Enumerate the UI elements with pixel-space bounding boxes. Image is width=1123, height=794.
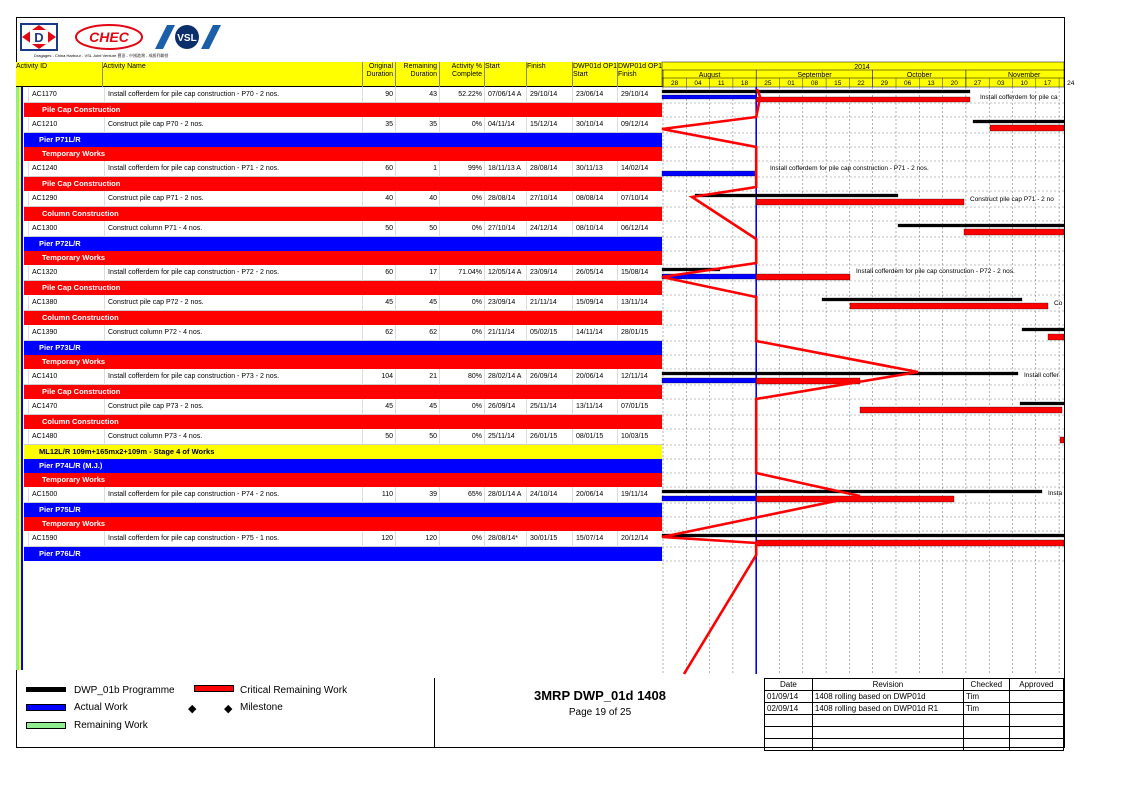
wbs-group-band[interactable]: Temporary Works bbox=[24, 473, 662, 487]
baseline-bar bbox=[822, 298, 1022, 301]
legend bbox=[16, 678, 434, 748]
original-duration: 40 bbox=[362, 191, 395, 207]
remaining-duration: 45 bbox=[395, 399, 439, 415]
page-number: Page 19 of 25 bbox=[568, 707, 632, 718]
activity-row[interactable] bbox=[24, 369, 662, 385]
month-label: October bbox=[906, 72, 932, 79]
activity-pct: 52.22% bbox=[439, 87, 484, 103]
gantt-bar-label: Construct pile cap P71 - 2 no bbox=[970, 196, 1054, 203]
rev-description: 1408 rolling based on DWP01d bbox=[812, 691, 963, 703]
start-date: 28/02/14 A bbox=[484, 369, 526, 385]
rev-description bbox=[812, 739, 963, 751]
original-duration: 35 bbox=[362, 117, 395, 133]
revision-row bbox=[765, 715, 1064, 727]
start-date: 28/08/14 bbox=[484, 191, 526, 207]
critical-bar bbox=[756, 199, 964, 205]
actual-bar bbox=[662, 496, 756, 501]
rev-header-checked: Checked bbox=[963, 679, 1009, 691]
wbs-group-band[interactable]: Temporary Works bbox=[24, 251, 662, 265]
remaining-duration: 50 bbox=[395, 429, 439, 445]
op1-start-date: 08/10/14 bbox=[572, 221, 617, 237]
remaining-duration: 40 bbox=[395, 191, 439, 207]
critical-bar bbox=[860, 407, 1062, 413]
activity-row[interactable] bbox=[24, 295, 662, 311]
op1-start-date: 13/11/14 bbox=[572, 399, 617, 415]
activity-row[interactable] bbox=[24, 399, 662, 415]
op1-start-date: 20/06/14 bbox=[572, 369, 617, 385]
gantt-bar-label: Install coffer bbox=[1024, 372, 1059, 379]
activity-name: Construct column P72 - 4 nos. bbox=[104, 325, 366, 341]
op1-start-date: 15/09/14 bbox=[572, 295, 617, 311]
op1-finish-date: 07/10/14 bbox=[617, 191, 662, 207]
critical-bar bbox=[1048, 334, 1064, 340]
finish-date: 21/11/14 bbox=[526, 295, 572, 311]
activity-row[interactable] bbox=[24, 221, 662, 237]
wbs-group-band[interactable]: Pile Cap Construction bbox=[24, 385, 662, 399]
milestone-diamond-icon: ◆ bbox=[188, 703, 197, 715]
rev-header-revision: Revision bbox=[812, 679, 963, 691]
op1-finish-date: 20/12/14 bbox=[617, 531, 662, 547]
activity-name: Construct pile cap P72 - 2 nos. bbox=[104, 295, 366, 311]
activity-row[interactable] bbox=[24, 531, 662, 547]
legend-remaining-label: Remaining Work bbox=[74, 720, 148, 731]
col-activity-id[interactable]: Activity ID bbox=[16, 63, 48, 70]
op1-start-date: 14/11/14 bbox=[572, 325, 617, 341]
activity-id: AC1210 bbox=[28, 117, 106, 133]
op1-finish-date: 19/11/14 bbox=[617, 487, 662, 503]
year-label: 2014 bbox=[854, 64, 870, 71]
activity-pct: 0% bbox=[439, 429, 484, 445]
baseline-bar bbox=[662, 90, 970, 93]
activity-name: Construct column P71 - 4 nos. bbox=[104, 221, 366, 237]
activity-id: AC1320 bbox=[28, 265, 106, 281]
op1-start-date: 26/05/14 bbox=[572, 265, 617, 281]
activity-id: AC1170 bbox=[28, 87, 106, 103]
week-label: 24 bbox=[1067, 80, 1075, 87]
activity-id: AC1240 bbox=[28, 161, 106, 177]
rev-date bbox=[765, 739, 813, 751]
baseline-bar bbox=[662, 534, 1064, 537]
activity-pct: 0% bbox=[439, 191, 484, 207]
rev-approved bbox=[1009, 715, 1063, 727]
activity-name: Install cofferdem for pile cap construction - P73 - 2 nos. bbox=[104, 369, 366, 385]
week-label: 20 bbox=[950, 80, 958, 87]
start-date: 28/08/14* bbox=[484, 531, 526, 547]
col-activity-name[interactable]: Activity Name bbox=[102, 62, 376, 87]
revision-row bbox=[765, 703, 1064, 715]
op1-start-date: 30/10/14 bbox=[572, 117, 617, 133]
remaining-duration: 35 bbox=[395, 117, 439, 133]
pier-group-band[interactable]: Pier P75L/R bbox=[24, 503, 662, 517]
col-activity-pct[interactable]: Activity % Complete bbox=[439, 62, 484, 87]
actual-bar bbox=[662, 95, 756, 99]
original-duration: 50 bbox=[362, 221, 395, 237]
activity-pct: 99% bbox=[439, 161, 484, 177]
op1-start-date: 30/11/13 bbox=[572, 161, 617, 177]
activity-pct: 0% bbox=[439, 531, 484, 547]
activity-pct: 0% bbox=[439, 399, 484, 415]
col-finish[interactable]: Finish bbox=[526, 62, 572, 87]
wbs-group-band[interactable]: Pile Cap Construction bbox=[24, 103, 662, 117]
original-duration: 104 bbox=[362, 369, 395, 385]
wbs-group-band[interactable]: Pile Cap Construction bbox=[24, 281, 662, 295]
rev-approved bbox=[1009, 739, 1063, 751]
week-label: 22 bbox=[857, 80, 865, 87]
col-op1-finish[interactable]: DWP01d OP1 Finish bbox=[617, 62, 663, 87]
finish-date: 23/09/14 bbox=[526, 265, 572, 281]
remaining-duration: 43 bbox=[395, 87, 439, 103]
actual-bar bbox=[662, 171, 756, 176]
critical-bar bbox=[964, 229, 1064, 235]
activity-row[interactable] bbox=[24, 325, 662, 341]
remaining-duration: 17 bbox=[395, 265, 439, 281]
wbs-group-band[interactable]: Temporary Works bbox=[24, 147, 662, 161]
start-date: 12/05/14 A bbox=[484, 265, 526, 281]
rev-checked: Tim bbox=[963, 703, 1009, 715]
legend-baseline-label: DWP_01b Programme bbox=[74, 685, 175, 696]
activity-id: AC1590 bbox=[28, 531, 106, 547]
activity-name: Construct pile cap P73 - 2 nos. bbox=[104, 399, 366, 415]
gantt-bar-label: Co bbox=[1054, 300, 1063, 307]
revision-row bbox=[765, 739, 1064, 751]
start-date: 28/01/14 A bbox=[484, 487, 526, 503]
op1-finish-date: 14/02/14 bbox=[617, 161, 662, 177]
pier-group-band[interactable]: Pier P71L/R bbox=[24, 133, 662, 147]
week-label: 11 bbox=[717, 80, 725, 87]
revision-row bbox=[765, 691, 1064, 703]
svg-text:D: D bbox=[34, 30, 44, 45]
pier-group-band[interactable]: Pier P76L/R bbox=[24, 547, 662, 561]
op1-finish-date: 07/01/15 bbox=[617, 399, 662, 415]
col-op1-start[interactable]: DWP01d OP1 Start bbox=[572, 62, 617, 87]
remaining-swatch bbox=[26, 722, 66, 729]
rev-date: 01/09/14 bbox=[765, 691, 813, 703]
wbs-group-band[interactable]: Pile Cap Construction bbox=[24, 177, 662, 191]
critical-bar bbox=[756, 274, 850, 280]
activity-name: Install cofferdem for pile cap construction - P75 - 1 nos. bbox=[104, 531, 366, 547]
gantt-bar-label: Install cofferdem for pile cap construction - P72 - 2 nos. bbox=[856, 268, 1015, 275]
original-duration: 110 bbox=[362, 487, 395, 503]
original-duration: 90 bbox=[362, 87, 395, 103]
gantt-canvas bbox=[662, 62, 1075, 674]
remaining-duration: 21 bbox=[395, 369, 439, 385]
legend-milestone-label: Milestone bbox=[240, 702, 283, 713]
activity-row[interactable] bbox=[24, 117, 662, 133]
activity-name: Construct column P73 - 4 nos. bbox=[104, 429, 366, 445]
week-label: 08 bbox=[810, 80, 819, 87]
activity-id: AC1380 bbox=[28, 295, 106, 311]
activity-name: Install cofferdem for pile cap construction - P71 - 2 nos. bbox=[104, 161, 366, 177]
original-duration: 45 bbox=[362, 295, 395, 311]
activity-row[interactable] bbox=[24, 87, 662, 103]
week-label: 06 bbox=[904, 80, 912, 87]
start-date: 23/09/14 bbox=[484, 295, 526, 311]
wbs-group-band[interactable]: Column Construction bbox=[24, 415, 662, 429]
gantt-bar-label: Insta bbox=[1048, 490, 1063, 497]
op1-finish-date: 09/12/14 bbox=[617, 117, 662, 133]
baseline-bar bbox=[695, 194, 898, 197]
op1-finish-date: 15/08/14 bbox=[617, 265, 662, 281]
wbs-group-band[interactable]: Temporary Works bbox=[24, 355, 662, 369]
col-remaining-duration[interactable]: Remaining Duration bbox=[395, 62, 439, 87]
rev-approved bbox=[1009, 691, 1063, 703]
svg-text:VSL: VSL bbox=[177, 33, 197, 44]
wbs-group-band[interactable]: Temporary Works bbox=[24, 517, 662, 531]
company-logos bbox=[18, 20, 298, 62]
activity-pct: 0% bbox=[439, 221, 484, 237]
activity-id: AC1410 bbox=[28, 369, 106, 385]
activity-pct: 0% bbox=[439, 325, 484, 341]
finish-date: 24/10/14 bbox=[526, 487, 572, 503]
op1-start-date: 08/08/14 bbox=[572, 191, 617, 207]
svg-text:CHEC: CHEC bbox=[89, 29, 129, 45]
finish-date: 26/01/15 bbox=[526, 429, 572, 445]
rev-header-approved: Approved bbox=[1009, 679, 1063, 691]
op1-finish-date: 10/03/15 bbox=[617, 429, 662, 445]
activity-pct: 80% bbox=[439, 369, 484, 385]
activity-id: AC1500 bbox=[28, 487, 106, 503]
original-duration: 60 bbox=[362, 265, 395, 281]
activity-name: Install cofferdem for pile cap construction - P74 - 2 nos. bbox=[104, 487, 366, 503]
remaining-duration: 1 bbox=[395, 161, 439, 177]
vsl-logo bbox=[153, 23, 223, 51]
rev-checked bbox=[963, 727, 1009, 739]
actual-swatch bbox=[26, 704, 66, 711]
revision-table bbox=[764, 678, 1065, 748]
month-label: November bbox=[1008, 72, 1041, 79]
week-label: 01 bbox=[787, 80, 795, 87]
rev-checked: Tim bbox=[963, 691, 1009, 703]
finish-date: 15/12/14 bbox=[526, 117, 572, 133]
original-duration: 45 bbox=[362, 399, 395, 415]
activity-row[interactable] bbox=[24, 429, 662, 445]
rev-date bbox=[765, 715, 813, 727]
activity-row[interactable] bbox=[24, 265, 662, 281]
op1-start-date: 23/06/14 bbox=[572, 87, 617, 103]
col-original-duration[interactable]: Original Duration bbox=[362, 62, 395, 87]
pier-group-band[interactable]: Pier P74L/R (M.J.) bbox=[24, 459, 662, 473]
baseline-bar bbox=[1022, 328, 1064, 331]
stage-group-band[interactable]: ML12L/R 109m+165mx2+109m - Stage 4 of Works bbox=[24, 445, 662, 459]
rev-date bbox=[765, 727, 813, 739]
activity-id: AC1470 bbox=[28, 399, 106, 415]
legend-actual-label: Actual Work bbox=[74, 702, 128, 713]
rev-approved bbox=[1009, 703, 1063, 715]
month-label: August bbox=[698, 72, 721, 79]
critical-bar bbox=[756, 540, 1064, 546]
col-start[interactable]: Start bbox=[484, 62, 526, 87]
programme-title: 3MRP DWP_01d 1408 bbox=[534, 688, 666, 703]
rev-approved bbox=[1009, 727, 1063, 739]
op1-finish-date: 12/11/14 bbox=[617, 369, 662, 385]
pier-group-band[interactable]: Pier P73L/R bbox=[24, 341, 662, 355]
activity-id: AC1390 bbox=[28, 325, 106, 341]
baseline-bar bbox=[973, 120, 1064, 123]
week-label: 15 bbox=[834, 80, 842, 87]
original-duration: 62 bbox=[362, 325, 395, 341]
critical-bar bbox=[1060, 437, 1064, 443]
op1-finish-date: 06/12/14 bbox=[617, 221, 662, 237]
legend-critical-label: Critical Remaining Work bbox=[240, 685, 348, 696]
activity-name: Install cofferdem for pile cap construction - P70 - 2 nos. bbox=[104, 87, 366, 103]
critical-swatch bbox=[194, 685, 234, 692]
activity-pct: 71.04% bbox=[439, 265, 484, 281]
critical-bar bbox=[756, 97, 970, 102]
remaining-duration: 39 bbox=[395, 487, 439, 503]
week-label: 17 bbox=[1043, 80, 1052, 87]
dragages-logo bbox=[20, 23, 58, 51]
remaining-duration: 45 bbox=[395, 295, 439, 311]
finish-date: 25/11/14 bbox=[526, 399, 572, 415]
finish-date: 24/12/14 bbox=[526, 221, 572, 237]
finish-date: 29/10/14 bbox=[526, 87, 572, 103]
week-label: 29 bbox=[880, 80, 888, 87]
week-label: 13 bbox=[927, 80, 935, 87]
baseline-bar bbox=[898, 224, 1064, 227]
week-label: 10 bbox=[1020, 80, 1028, 87]
gantt-chart bbox=[662, 62, 1075, 674]
original-duration: 60 bbox=[362, 161, 395, 177]
activity-name: Construct pile cap P70 - 2 nos. bbox=[104, 117, 366, 133]
activity-name: Construct pile cap P71 - 2 nos. bbox=[104, 191, 366, 207]
finish-date: 26/09/14 bbox=[526, 369, 572, 385]
week-label: 25 bbox=[764, 80, 772, 87]
original-duration: 120 bbox=[362, 531, 395, 547]
wbs-group-band[interactable]: Column Construction bbox=[24, 311, 662, 325]
start-date: 21/11/14 bbox=[484, 325, 526, 341]
milestone-diamond-icon: ◆ bbox=[224, 703, 233, 715]
start-date: 27/10/14 bbox=[484, 221, 526, 237]
remaining-duration: 50 bbox=[395, 221, 439, 237]
rev-description bbox=[812, 715, 963, 727]
wbs-group-band[interactable]: Column Construction bbox=[24, 207, 662, 221]
week-label: 18 bbox=[740, 80, 749, 87]
pier-group-band[interactable]: Pier P72L/R bbox=[24, 237, 662, 251]
revision-row bbox=[765, 727, 1064, 739]
jv-caption: Dragages - China Harbour - VSL Joint Venture 寶嘉 - 中國港灣 - 威勝利聯營 bbox=[34, 53, 169, 58]
start-date: 25/11/14 bbox=[484, 429, 526, 445]
week-label: 27 bbox=[973, 80, 982, 87]
activity-row[interactable] bbox=[24, 487, 662, 503]
activity-pct: 0% bbox=[439, 117, 484, 133]
remaining-duration: 62 bbox=[395, 325, 439, 341]
finish-date: 27/10/14 bbox=[526, 191, 572, 207]
op1-start-date: 15/07/14 bbox=[572, 531, 617, 547]
activity-pct: 0% bbox=[439, 295, 484, 311]
week-label: 03 bbox=[997, 80, 1005, 87]
month-label: September bbox=[797, 72, 832, 79]
activity-row[interactable] bbox=[24, 161, 662, 177]
remaining-duration: 120 bbox=[395, 531, 439, 547]
activity-name: Install cofferdem for pile cap construction - P72 - 2 nos. bbox=[104, 265, 366, 281]
critical-bar bbox=[850, 303, 1048, 309]
gantt-bar-label: Install cofferdem for pile cap construction - P71 - 2 nos. bbox=[770, 165, 929, 172]
start-date: 04/11/14 bbox=[484, 117, 526, 133]
activity-id: AC1480 bbox=[28, 429, 106, 445]
rev-checked bbox=[963, 715, 1009, 727]
original-duration: 50 bbox=[362, 429, 395, 445]
baseline-bar bbox=[662, 372, 1018, 375]
baseline-bar bbox=[1020, 402, 1064, 405]
activity-id: AC1300 bbox=[28, 221, 106, 237]
activity-pct: 65% bbox=[439, 487, 484, 503]
wbs-indent-bars bbox=[16, 87, 24, 670]
op1-finish-date: 13/11/14 bbox=[617, 295, 662, 311]
finish-date: 30/01/15 bbox=[526, 531, 572, 547]
week-label: 28 bbox=[671, 80, 679, 87]
gantt-bar-label: Install cofferdem for pile ca bbox=[980, 94, 1058, 101]
chec-logo bbox=[74, 23, 144, 51]
activity-id: AC1290 bbox=[28, 191, 106, 207]
start-date: 18/11/13 A bbox=[484, 161, 526, 177]
op1-finish-date: 28/01/15 bbox=[617, 325, 662, 341]
baseline-bar bbox=[662, 490, 1042, 493]
activity-row[interactable] bbox=[24, 191, 662, 207]
critical-bar bbox=[990, 125, 1064, 131]
finish-date: 28/08/14 bbox=[526, 161, 572, 177]
start-date: 07/06/14 A bbox=[484, 87, 526, 103]
op1-start-date: 08/01/15 bbox=[572, 429, 617, 445]
finish-date: 05/02/15 bbox=[526, 325, 572, 341]
actual-bar bbox=[662, 378, 756, 383]
rev-header-date: Date bbox=[765, 679, 813, 691]
rev-description bbox=[812, 727, 963, 739]
week-label: 04 bbox=[694, 80, 702, 87]
title-block bbox=[434, 678, 765, 748]
baseline-swatch bbox=[26, 687, 66, 692]
op1-start-date: 20/06/14 bbox=[572, 487, 617, 503]
start-date: 26/09/14 bbox=[484, 399, 526, 415]
op1-finish-date: 29/10/14 bbox=[617, 87, 662, 103]
rev-checked bbox=[963, 739, 1009, 751]
rev-date: 02/09/14 bbox=[765, 703, 813, 715]
table-header bbox=[16, 62, 663, 87]
rev-description: 1408 rolling based on DWP01d R1 bbox=[812, 703, 963, 715]
